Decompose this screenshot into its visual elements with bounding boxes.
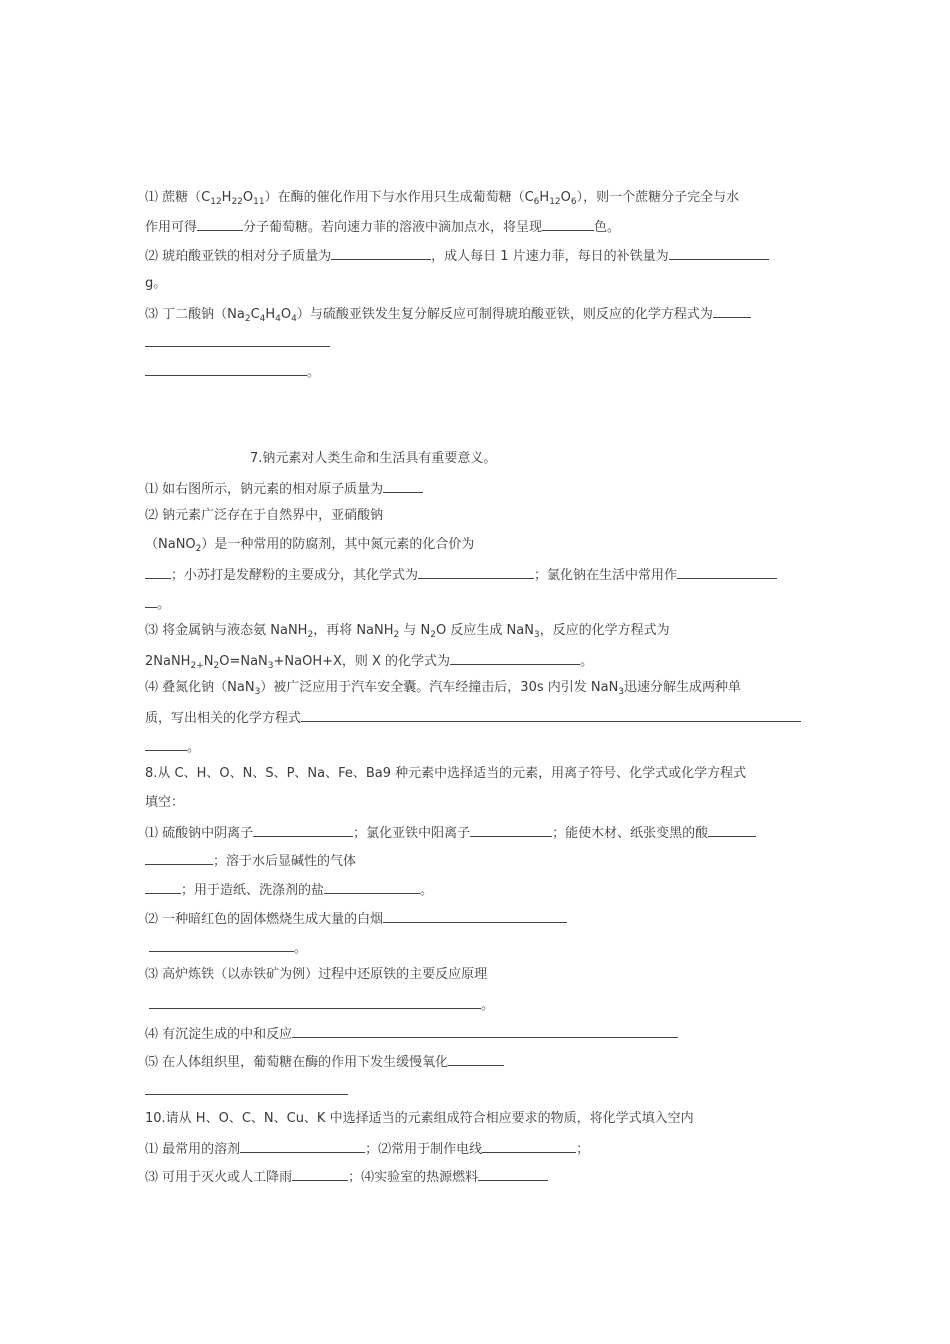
answer-blank[interactable]: [240, 1139, 365, 1153]
text: 。: [294, 941, 308, 956]
q7-part3-line2: [145, 651, 593, 675]
text: 。: [157, 597, 171, 612]
text: ，再将 NaNH: [313, 623, 394, 638]
text: 。: [420, 883, 434, 898]
subscript: 2+: [190, 661, 204, 671]
q10-title: 10.请从 H、O、C、N、Cu、K 中选择适当的元素组成符合相应要求的物质，将化学式填入空内: [145, 1111, 694, 1126]
text: ；溶于水后显碱性的气体: [213, 854, 357, 869]
text: O: [280, 307, 292, 322]
text: ，成人每日 1 片速力菲，每日的补铁量为: [431, 249, 669, 264]
subscript: 2: [244, 314, 251, 324]
q8-part3-line1: ⑶ 高炉炼铁（以赤铁矿为例）过程中还原铁的主要反应原理: [145, 967, 488, 982]
subscript: 2: [213, 661, 220, 671]
text: ⑴ 硫酸钠中阴离子: [145, 826, 254, 841]
q7-part3-line1: [145, 622, 670, 644]
text: ；氯化亚铁中阳离子: [353, 826, 471, 841]
text: 2NaNH: [145, 654, 191, 669]
text: ）被广泛应用于汽车安全囊。汽车经撞击后，30s 内引发 NaN: [260, 680, 619, 695]
text: ⑷ 叠氮化钠（NaN: [145, 680, 255, 695]
text: ⑷ 有沉淀生成的中和反应: [145, 1027, 293, 1042]
text: N: [203, 654, 214, 669]
subscript: 6: [533, 197, 540, 207]
subscript: 3: [618, 687, 625, 697]
q7-part2-line3: [145, 565, 777, 585]
q8-part5-line2: [145, 1081, 348, 1101]
answer-blank[interactable]: [669, 246, 769, 260]
text: ，反应的化学方程式为: [539, 623, 670, 638]
text: O: [560, 190, 571, 205]
answer-blank[interactable]: [331, 246, 431, 260]
text: ；: [576, 1142, 590, 1157]
answer-blank[interactable]: [145, 362, 307, 376]
answer-blank[interactable]: [450, 651, 580, 665]
q8-part1-line2: [145, 851, 356, 871]
subscript: 2: [307, 630, 314, 640]
q7-part2-line1: ⑵ 钠元素广泛存在于自然界中，亚硝酸钠: [145, 508, 384, 523]
text: ；⑷实验室的热源燃料: [348, 1170, 479, 1185]
answer-blank[interactable]: [145, 565, 171, 579]
answer-blank[interactable]: [149, 995, 481, 1009]
q8-title-cont: 填空：: [145, 795, 185, 810]
subscript: 12: [210, 197, 222, 207]
q6-part1-line2: [145, 217, 620, 237]
answer-blank[interactable]: [542, 217, 594, 231]
text: 。: [580, 654, 594, 669]
answer-blank[interactable]: [677, 565, 777, 579]
q8-title: 8.从 C、H、O、N、S、P、Na、Fe、Ba9 种元素中选择适当的元素，用离子符号、化学式或化学方程式: [145, 766, 747, 781]
text: O 反应生成 NaN: [436, 623, 534, 638]
q8-part2-line1: [145, 909, 567, 929]
q8-part1-line3: [145, 880, 433, 900]
answer-blank[interactable]: [478, 1167, 548, 1181]
text: ）在酶的催化作用下与水作用只生成葡萄糖（C: [264, 190, 534, 205]
text: 。: [481, 998, 495, 1013]
text: ⑴ 最常用的溶剂: [145, 1142, 241, 1157]
text: H: [539, 190, 550, 205]
text: ⑴ 蔗糖（C: [145, 190, 211, 205]
text: ⑸ 在人体组织里，葡萄糖在酶的作用下发生缓慢氧化: [145, 1055, 449, 1070]
q6-part2-line1: [145, 246, 769, 266]
q6-part3-line2: [145, 333, 330, 353]
text: ⑶ 可用于灭火或人工降雨: [145, 1170, 293, 1185]
text: 色。: [594, 220, 621, 235]
q8-part2-line2: [149, 938, 307, 958]
q7-title: 7.钠元素对人类生命和生活具有重要意义。: [250, 451, 497, 466]
q6-part1-line1: [145, 189, 739, 211]
subscript: 4: [259, 314, 266, 324]
answer-blank[interactable]: [713, 304, 751, 318]
text: 与 N: [399, 623, 431, 638]
text: ；用于造纸、洗涤剂的盐: [181, 883, 325, 898]
text: 。: [307, 365, 321, 380]
text: g。: [145, 276, 167, 291]
answer-blank[interactable]: [301, 708, 801, 722]
answer-blank[interactable]: [292, 1024, 678, 1038]
text: ；氯化钠在生活中常用作: [534, 568, 678, 583]
text: ；能使木材、纸张变黑的酸: [552, 826, 709, 841]
q6-part2-line2: [145, 275, 166, 293]
answer-blank[interactable]: [708, 823, 756, 837]
text: 质，写出相关的化学方程式: [145, 711, 302, 726]
text: ）与硫酸亚铁发生复分解反应可制得琥珀酸亚铁，则反应的化学方程式为: [296, 307, 713, 322]
text: 。: [187, 740, 201, 755]
q7-part4-line3: [145, 737, 200, 757]
subscript: 2: [430, 630, 436, 640]
text: （NaNO: [145, 537, 196, 552]
subscript: 3: [254, 687, 261, 697]
text: +NaOH+X，则 X 的化学式为: [273, 654, 451, 669]
text: ⑶ 将金属钠与液态氨 NaNH: [145, 623, 308, 638]
subscript: 12: [549, 197, 561, 207]
text: C: [250, 307, 260, 322]
q8-part3-line2: [149, 995, 494, 1015]
text: H: [221, 190, 232, 205]
text: H: [265, 307, 276, 322]
answer-blank[interactable]: [145, 737, 187, 751]
q8-part4: [145, 1024, 678, 1044]
answer-blank[interactable]: [383, 909, 567, 923]
subscript: 4: [275, 314, 281, 324]
q7-part4-line2: [145, 708, 801, 728]
answer-blank[interactable]: [145, 880, 181, 894]
subscript: 3: [533, 630, 540, 640]
text: O: [242, 190, 254, 205]
subscript: 3: [267, 661, 274, 671]
q8-part1-line1: [145, 823, 756, 843]
q10-line1: [145, 1139, 589, 1159]
text: ），则一个蔗糖分子完全与水: [576, 190, 740, 205]
answer-blank[interactable]: [253, 823, 353, 837]
answer-blank[interactable]: [448, 1052, 504, 1066]
answer-blank[interactable]: [324, 880, 420, 894]
answer-blank[interactable]: [145, 851, 213, 865]
text: ⑶ 丁二酸钠（Na: [145, 307, 245, 322]
subscript: 4: [291, 314, 297, 324]
subscript: 11: [253, 197, 265, 207]
q10-line2: [145, 1167, 548, 1187]
text: ；⑵常用于制作电线: [365, 1142, 483, 1157]
text: ；小苏打是发酵粉的主要成分，其化学式为: [171, 568, 419, 583]
subscript: 22: [231, 197, 243, 207]
answer-blank[interactable]: [145, 333, 330, 347]
subscript: 2: [393, 630, 400, 640]
answer-blank[interactable]: [470, 823, 552, 837]
answer-blank[interactable]: [197, 217, 243, 231]
text: ⑵ 琥珀酸亚铁的相对分子质量为: [145, 249, 332, 264]
answer-blank[interactable]: [292, 1167, 348, 1181]
q8-part5-line1: [145, 1052, 504, 1072]
answer-blank[interactable]: [149, 938, 294, 952]
text: O=NaN: [219, 654, 268, 669]
q7-part2-line2: [145, 536, 474, 558]
text: 作用可得: [145, 220, 198, 235]
answer-blank[interactable]: [418, 565, 534, 579]
q6-part3-line3: [145, 362, 320, 382]
q6-part3-line1: [145, 304, 751, 328]
subscript: 6: [570, 197, 577, 207]
text: 分子葡萄糖。若向速力菲的溶液中滴加点水，将呈现: [243, 220, 543, 235]
answer-blank[interactable]: [145, 594, 157, 608]
answer-blank[interactable]: [482, 1139, 576, 1153]
text: 迅速分解生成两种单: [624, 680, 742, 695]
answer-blank[interactable]: [145, 1081, 348, 1095]
subscript: 2: [195, 544, 202, 554]
answer-blank[interactable]: [383, 479, 423, 493]
q7-part2-line4: [145, 594, 170, 614]
text: ⑴ 如右图所示，钠元素的相对原子质量为: [145, 482, 384, 497]
q7-part4-line1: [145, 679, 741, 701]
text: ⑵ 一种暗红色的固体燃烧生成大量的白烟: [145, 912, 384, 927]
q7-part1: [145, 479, 423, 499]
text: ）是一种常用的防腐剂，其中氮元素的化合价为: [201, 537, 475, 552]
